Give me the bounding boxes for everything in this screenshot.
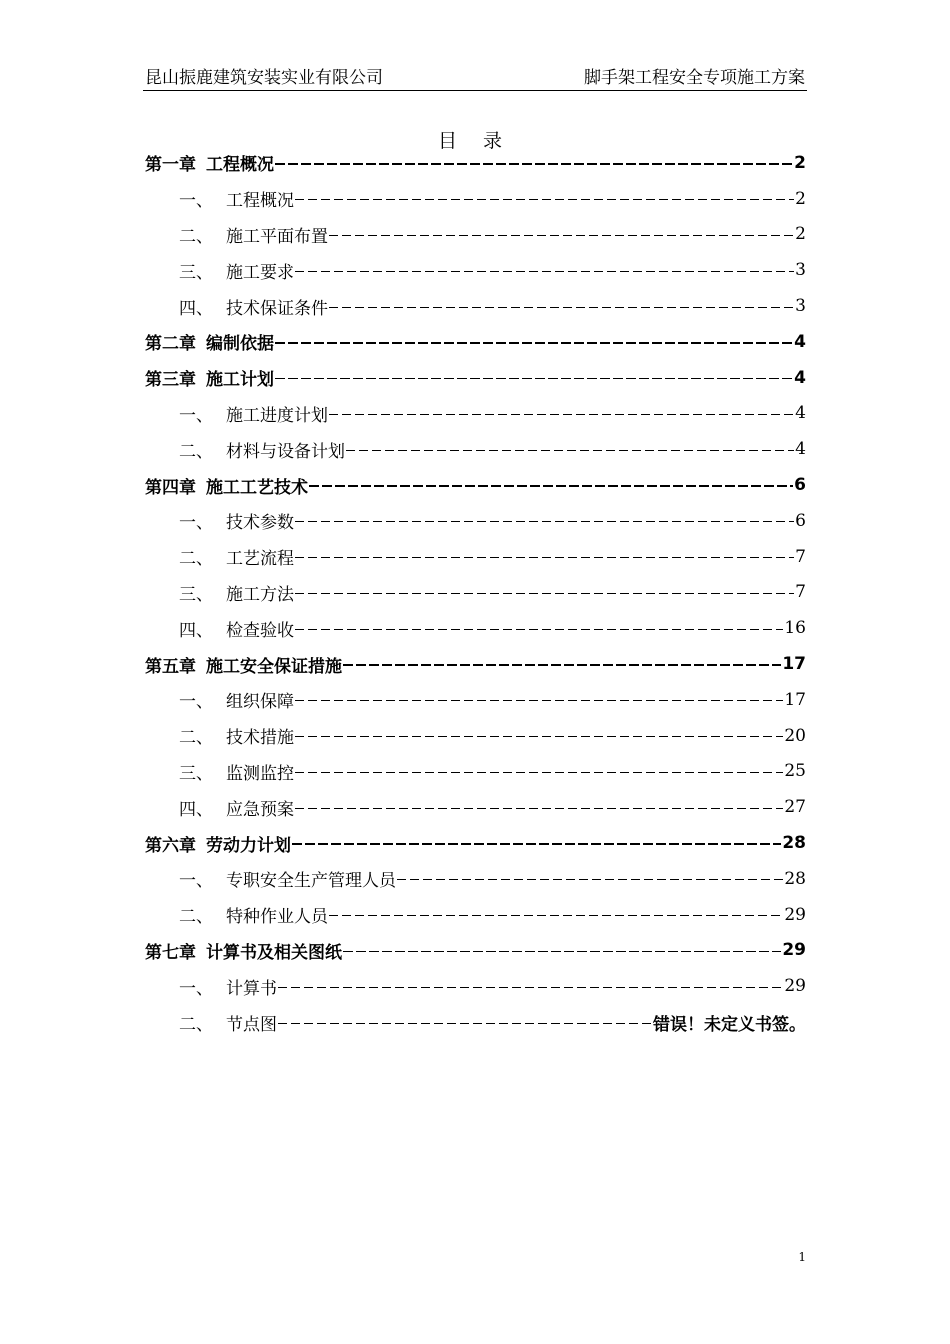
toc-section-entry[interactable] xyxy=(145,1004,806,1040)
toc-leader-line xyxy=(295,772,783,773)
toc-section-entry[interactable] xyxy=(145,503,806,539)
toc-entry-title: 技术措施 xyxy=(226,728,294,749)
toc-section-entry[interactable] xyxy=(145,861,806,897)
toc-entry-number: 二、 xyxy=(179,226,213,247)
toc-entry-number: 四、 xyxy=(179,799,213,820)
toc-entry-title: 检查验收 xyxy=(226,620,294,641)
toc-entry-number: 第三章 xyxy=(145,370,196,391)
toc-leader-line xyxy=(275,163,793,165)
toc-leader-line xyxy=(309,485,793,487)
toc-entry-page: 3 xyxy=(795,296,806,317)
toc-entry-number: 一、 xyxy=(179,978,213,999)
toc-entry-title: 组织保障 xyxy=(226,692,294,713)
toc-entry-title: 应急预案 xyxy=(226,799,294,820)
toc-entry-title: 材料与设备计划 xyxy=(226,441,345,462)
toc-section-entry[interactable] xyxy=(145,217,806,253)
toc-entry-number: 第七章 xyxy=(145,942,196,963)
toc-entry-number: 二、 xyxy=(179,549,213,570)
toc-entry-page: 17 xyxy=(784,689,806,710)
toc-leader-line xyxy=(343,951,781,953)
header-doc-title: 脚手架工程安全专项施工方案 xyxy=(584,68,805,88)
toc-heading: 目 录 xyxy=(437,130,513,152)
toc-entry-title: 劳动力计划 xyxy=(206,835,291,856)
toc-entry-number: 一、 xyxy=(179,191,213,212)
toc-entry-page: 29 xyxy=(782,940,806,961)
toc-entry-number: 第五章 xyxy=(145,656,196,677)
toc-entry-number: 一、 xyxy=(179,513,213,534)
toc-entry-page: 4 xyxy=(794,331,806,352)
toc-leader-line xyxy=(295,271,794,272)
toc-leader-line xyxy=(295,700,783,701)
toc-entry-title: 节点图 xyxy=(226,1014,277,1035)
toc-entry-number: 第六章 xyxy=(145,835,196,856)
toc-section-entry[interactable] xyxy=(145,431,806,467)
toc-leader-line xyxy=(295,736,783,737)
toc-entry-title: 施工方法 xyxy=(226,584,294,605)
toc-leader-line xyxy=(295,521,794,522)
toc-entry-page: 4 xyxy=(795,439,806,460)
toc-entry-page: 4 xyxy=(794,367,806,388)
toc-section-entry[interactable] xyxy=(145,610,806,646)
toc-entry-number: 第二章 xyxy=(145,334,196,355)
toc-entry-page: 25 xyxy=(784,761,806,782)
toc-entry-page: 7 xyxy=(795,546,806,567)
toc-entry-page: 7 xyxy=(795,582,806,603)
toc-chapter-entry[interactable] xyxy=(145,467,806,503)
toc-entry-title: 编制依据 xyxy=(206,334,274,355)
toc-entry-title: 监测监控 xyxy=(226,763,294,784)
toc-entry-page: 2 xyxy=(795,224,806,245)
page-header xyxy=(143,66,807,91)
toc-section-entry[interactable] xyxy=(145,754,806,790)
toc-section-entry[interactable] xyxy=(145,396,806,432)
toc-entry-number: 四、 xyxy=(179,298,213,319)
toc-entry-page: 20 xyxy=(784,725,806,746)
toc-entry-title: 技术保证条件 xyxy=(226,298,328,319)
toc-entry-number: 二、 xyxy=(179,441,213,462)
toc-entry-title: 工程概况 xyxy=(226,191,294,212)
toc-entry-page: 6 xyxy=(795,510,806,531)
toc-section-entry[interactable] xyxy=(145,897,806,933)
toc-section-entry[interactable] xyxy=(145,181,806,217)
toc-entry-page: 29 xyxy=(784,904,806,925)
toc-entry-number: 一、 xyxy=(179,871,213,892)
toc-section-entry[interactable] xyxy=(145,718,806,754)
toc-entry-page: 4 xyxy=(795,403,806,424)
page-number: 1 xyxy=(798,1250,806,1264)
toc-entry-number: 四、 xyxy=(179,620,213,641)
toc-entry-title: 施工安全保证措施 xyxy=(206,656,342,677)
toc-entry-number: 二、 xyxy=(179,728,213,749)
toc-entry-number: 第四章 xyxy=(145,477,196,498)
toc-entry-page: 29 xyxy=(784,976,806,997)
toc-leader-line xyxy=(295,557,794,558)
toc-entry-title: 施工平面布置 xyxy=(226,226,328,247)
toc-entry-title: 技术参数 xyxy=(226,513,294,534)
toc-entry-page: 16 xyxy=(784,618,806,639)
toc-chapter-entry[interactable] xyxy=(145,360,806,396)
toc-entry-number: 三、 xyxy=(179,763,213,784)
toc-entry-page: 2 xyxy=(795,188,806,209)
toc-section-entry[interactable] xyxy=(145,288,806,324)
toc-entry-page: 17 xyxy=(782,654,806,675)
toc-entry-page: 27 xyxy=(784,797,806,818)
toc-entry-number: 一、 xyxy=(179,405,213,426)
header-company: 昆山振鹿建筑安装实业有限公司 xyxy=(145,68,383,88)
toc-entry-page: 28 xyxy=(784,868,806,889)
toc-leader-line xyxy=(278,1023,652,1024)
toc-entry-page: 28 xyxy=(782,833,806,854)
toc-section-entry[interactable] xyxy=(145,539,806,575)
toc-entry-page: 2 xyxy=(794,152,806,173)
toc-entry-title: 计算书及相关图纸 xyxy=(206,942,342,963)
toc-entry-title: 施工进度计划 xyxy=(226,405,328,426)
toc-entry-number: 一、 xyxy=(179,692,213,713)
toc-section-entry[interactable] xyxy=(145,682,806,718)
toc-entry-title: 施工要求 xyxy=(226,262,294,283)
toc-chapter-entry[interactable] xyxy=(145,646,806,682)
toc-leader-line xyxy=(278,987,783,988)
toc-leader-line xyxy=(295,593,794,594)
toc-section-entry[interactable] xyxy=(145,575,806,611)
toc-chapter-entry[interactable] xyxy=(145,825,806,861)
toc-chapter-entry[interactable] xyxy=(145,145,806,181)
toc-leader-line xyxy=(329,235,794,236)
toc-leader-line xyxy=(343,664,781,666)
toc-leader-line xyxy=(275,342,793,344)
toc-leader-line xyxy=(329,414,794,415)
toc-entry-number: 三、 xyxy=(179,262,213,283)
toc-entry-number: 三、 xyxy=(179,584,213,605)
toc-chapter-entry[interactable] xyxy=(145,324,806,360)
toc-chapter-entry[interactable] xyxy=(145,933,806,969)
toc-entry-title: 施工计划 xyxy=(206,370,274,391)
toc-leader-line xyxy=(329,915,783,916)
toc-section-entry[interactable] xyxy=(145,252,806,288)
toc-leader-line xyxy=(346,450,794,451)
toc-leader-line xyxy=(295,808,783,809)
toc-entry-page: 错误！未定义书签。 xyxy=(653,1014,806,1035)
toc-entry-number: 二、 xyxy=(179,1014,213,1035)
toc-entry-title: 工程概况 xyxy=(206,155,274,176)
toc-entry-page: 3 xyxy=(795,260,806,281)
toc-leader-line xyxy=(295,629,783,630)
toc-leader-line xyxy=(397,879,783,880)
toc-entry-title: 施工工艺技术 xyxy=(206,477,308,498)
toc-section-entry[interactable] xyxy=(145,968,806,1004)
toc-entry-number: 二、 xyxy=(179,907,213,928)
toc-entry-number: 第一章 xyxy=(145,155,196,176)
toc-leader-line xyxy=(275,378,793,380)
toc-entry-title: 工艺流程 xyxy=(226,549,294,570)
toc-entry-title: 专职安全生产管理人员 xyxy=(226,871,396,892)
toc-entry-title: 特种作业人员 xyxy=(226,907,328,928)
toc-section-entry[interactable] xyxy=(145,789,806,825)
toc-leader-line xyxy=(295,199,794,200)
toc-leader-line xyxy=(329,307,794,308)
toc-entry-page: 6 xyxy=(794,475,806,496)
toc-entry-title: 计算书 xyxy=(226,978,277,999)
toc-leader-line xyxy=(292,843,781,845)
table-of-contents xyxy=(145,145,806,1040)
